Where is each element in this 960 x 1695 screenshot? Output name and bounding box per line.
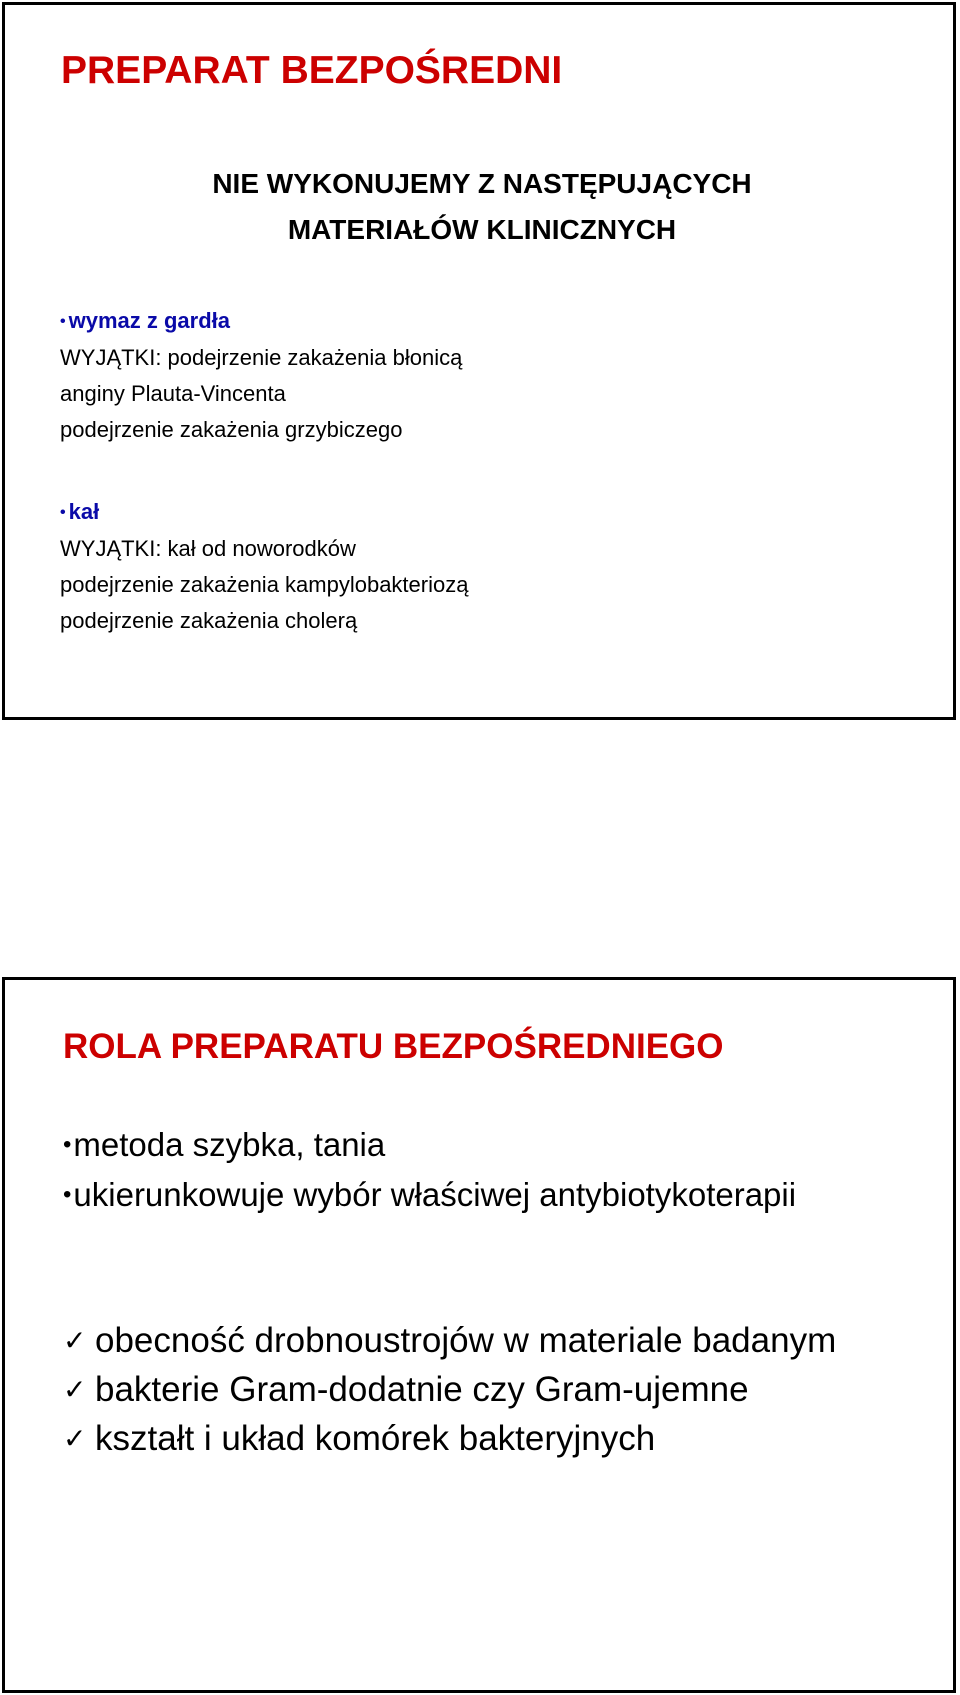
check-item xyxy=(63,1414,836,1463)
bullet-dot-icon: • xyxy=(63,1131,72,1158)
check-item-text: kształt i układ komórek bakteryjnych xyxy=(95,1419,656,1458)
material-heading-text: kał xyxy=(68,499,100,524)
bullet-dot-icon: • xyxy=(63,1181,72,1208)
exception-line: podejrzenie zakażenia grzybiczego xyxy=(60,417,403,442)
check-item-text: obecność drobnoustrojów w materiale badanym xyxy=(95,1321,837,1360)
slide-subtitle xyxy=(5,161,959,253)
slide-rola-preparatu xyxy=(2,977,956,1693)
list-item xyxy=(63,1170,796,1220)
checkmark-icon: ✓ xyxy=(63,1374,87,1405)
list-item-text: ukierunkowuje wybór właściwej antybiotykoterapii xyxy=(73,1176,797,1213)
material-group-kal xyxy=(60,494,468,639)
material-heading-text: wymaz z gardła xyxy=(68,308,230,333)
check-list xyxy=(63,1316,836,1463)
check-item xyxy=(63,1316,836,1365)
subtitle-line: MATERIAŁÓW KLINICZNYCH xyxy=(287,214,677,245)
exception-line: anginy Plauta-Vincenta xyxy=(60,381,286,406)
check-item-text: bakterie Gram-dodatnie czy Gram-ujemne xyxy=(95,1370,749,1409)
role-bullet-list xyxy=(63,1120,796,1220)
slide-title: ROLA PREPARATU BEZPOŚREDNIEGO xyxy=(63,1027,724,1066)
checkmark-icon: ✓ xyxy=(63,1423,87,1454)
slide-preparat-bezposredni xyxy=(2,2,956,720)
exception-line: podejrzenie zakażenia cholerą xyxy=(60,608,358,633)
exception-line: WYJĄTKI: kał od noworodków xyxy=(60,536,356,561)
slide-title: PREPARAT BEZPOŚREDNI xyxy=(61,49,563,92)
material-heading xyxy=(60,494,468,531)
exception-line: podejrzenie zakażenia kampylobakteriozą xyxy=(60,572,469,597)
check-item xyxy=(63,1365,836,1414)
subtitle-line: NIE WYKONUJEMY Z NASTĘPUJĄCYCH xyxy=(212,168,752,199)
list-item xyxy=(63,1120,796,1170)
checkmark-icon: ✓ xyxy=(63,1325,87,1356)
bullet-dot-icon: • xyxy=(60,504,66,521)
material-group-wymaz xyxy=(60,303,462,448)
material-heading xyxy=(60,303,462,340)
bullet-dot-icon: • xyxy=(60,313,66,330)
exception-line: WYJĄTKI: podejrzenie zakażenia błonicą xyxy=(60,345,463,370)
list-item-text: metoda szybka, tania xyxy=(73,1126,386,1163)
